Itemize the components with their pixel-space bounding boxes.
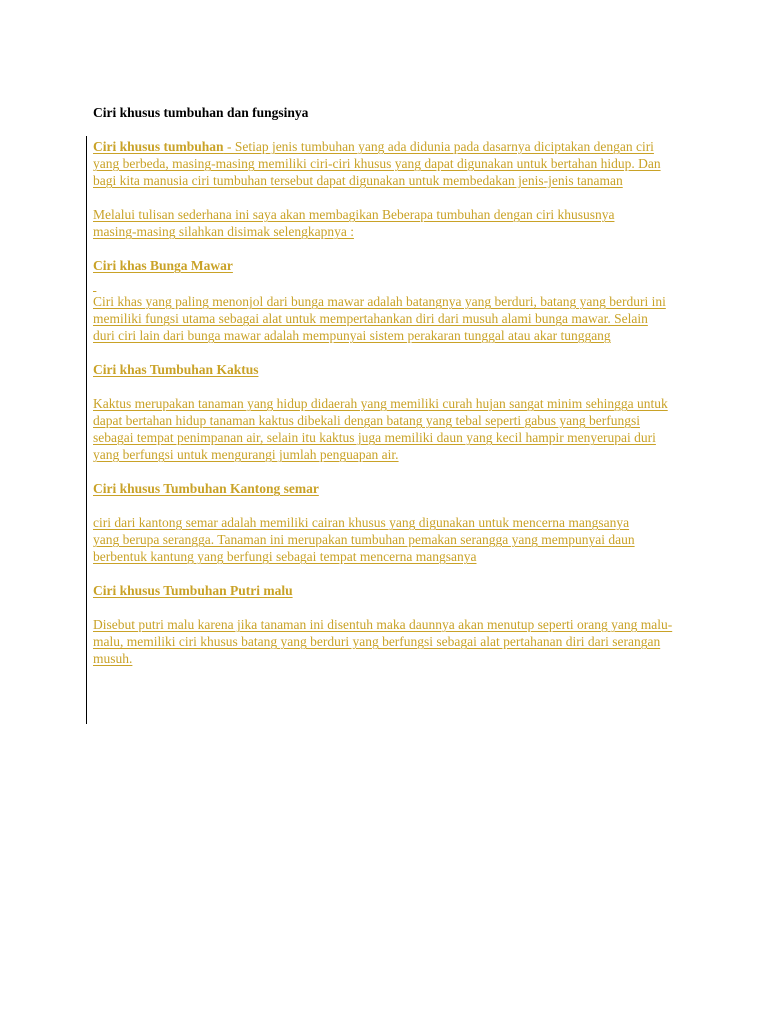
section-heading-putri-malu: Ciri khusus Tumbuhan Putri malu [93, 583, 293, 598]
section-body-kantong-semar: ciri dari kantong semar adalah memiliki cairan khusus yang digunakan untuk mencerna mangsanya yang berupa serangga. Tanaman ini merupakan tumbuhan pemakan serangga yang mempunyai daun berbentuk kantung yang berfungi sebagai tempat mencerna mangsanya [93, 515, 635, 564]
document-title: Ciri khusus tumbuhan dan fungsinya [93, 105, 309, 120]
section-spacer-mawar [93, 276, 678, 293]
document-content [93, 138, 678, 667]
section-heading-kaktus: Ciri khas Tumbuhan Kaktus [93, 362, 259, 377]
section-heading-mawar: Ciri khas Bunga Mawar [93, 258, 233, 273]
intro-text: - Setiap jenis tumbuhan yang ada didunia pada dasarnya diciptakan dengan ciri yang berbeda, masing-masing memiliki ciri-ciri khusus yang dapat digunakan untuk bertahan hidup. Dan bagi kita manusia ciri tumbuhan tersebut dapat digunakan untuk membedakan jenis-jenis tanaman [93, 139, 661, 188]
section-body-mawar: Ciri khas yang paling menonjol dari bunga mawar adalah batangnya yang berduri, batang yang berduri ini memiliki fungsi utama sebagai alat untuk mempertahankan diri dari musuh alami bunga mawar. Selain duri ciri lain dari bunga mawar adalah mempunyai sistem perakaran tunggal atau akar tunggang [93, 294, 666, 343]
intro-lead: Ciri khusus tumbuhan [93, 139, 224, 154]
section-body-putri-malu: Disebut putri malu karena jika tanaman ini disentuh maka daunnya akan menutup seperti orang yang malu-malu, memiliki ciri khusus batang yang berduri yang berfungsi sebagai alat pertahanan diri dari serangan musuh. [93, 617, 673, 666]
revision-change-bar [86, 136, 87, 724]
intro-paragraph [93, 138, 668, 189]
intro-paragraph-2 [93, 206, 633, 240]
section-heading-kantong-semar: Ciri khusus Tumbuhan Kantong semar [93, 481, 319, 496]
section-body-kaktus: Kaktus merupakan tanaman yang hidup didaerah yang memiliki curah hujan sangat minim sehingga untuk dapat bertahan hidup tanaman kaktus dibekali dengan batang yang tebal seperti gabus yang berfungsi sebagai tempat penimpanan air, selain itu kaktus juga memiliki daun yang kecil hampir menyerupai duri yang berfungsi untuk mengurangi jumlah penguapan air. [93, 396, 668, 462]
intro2-text: Melalui tulisan sederhana ini saya akan membagikan Beberapa tumbuhan dengan ciri khususnya masing-masing silahkan disimak selengkapnya : [93, 207, 615, 239]
